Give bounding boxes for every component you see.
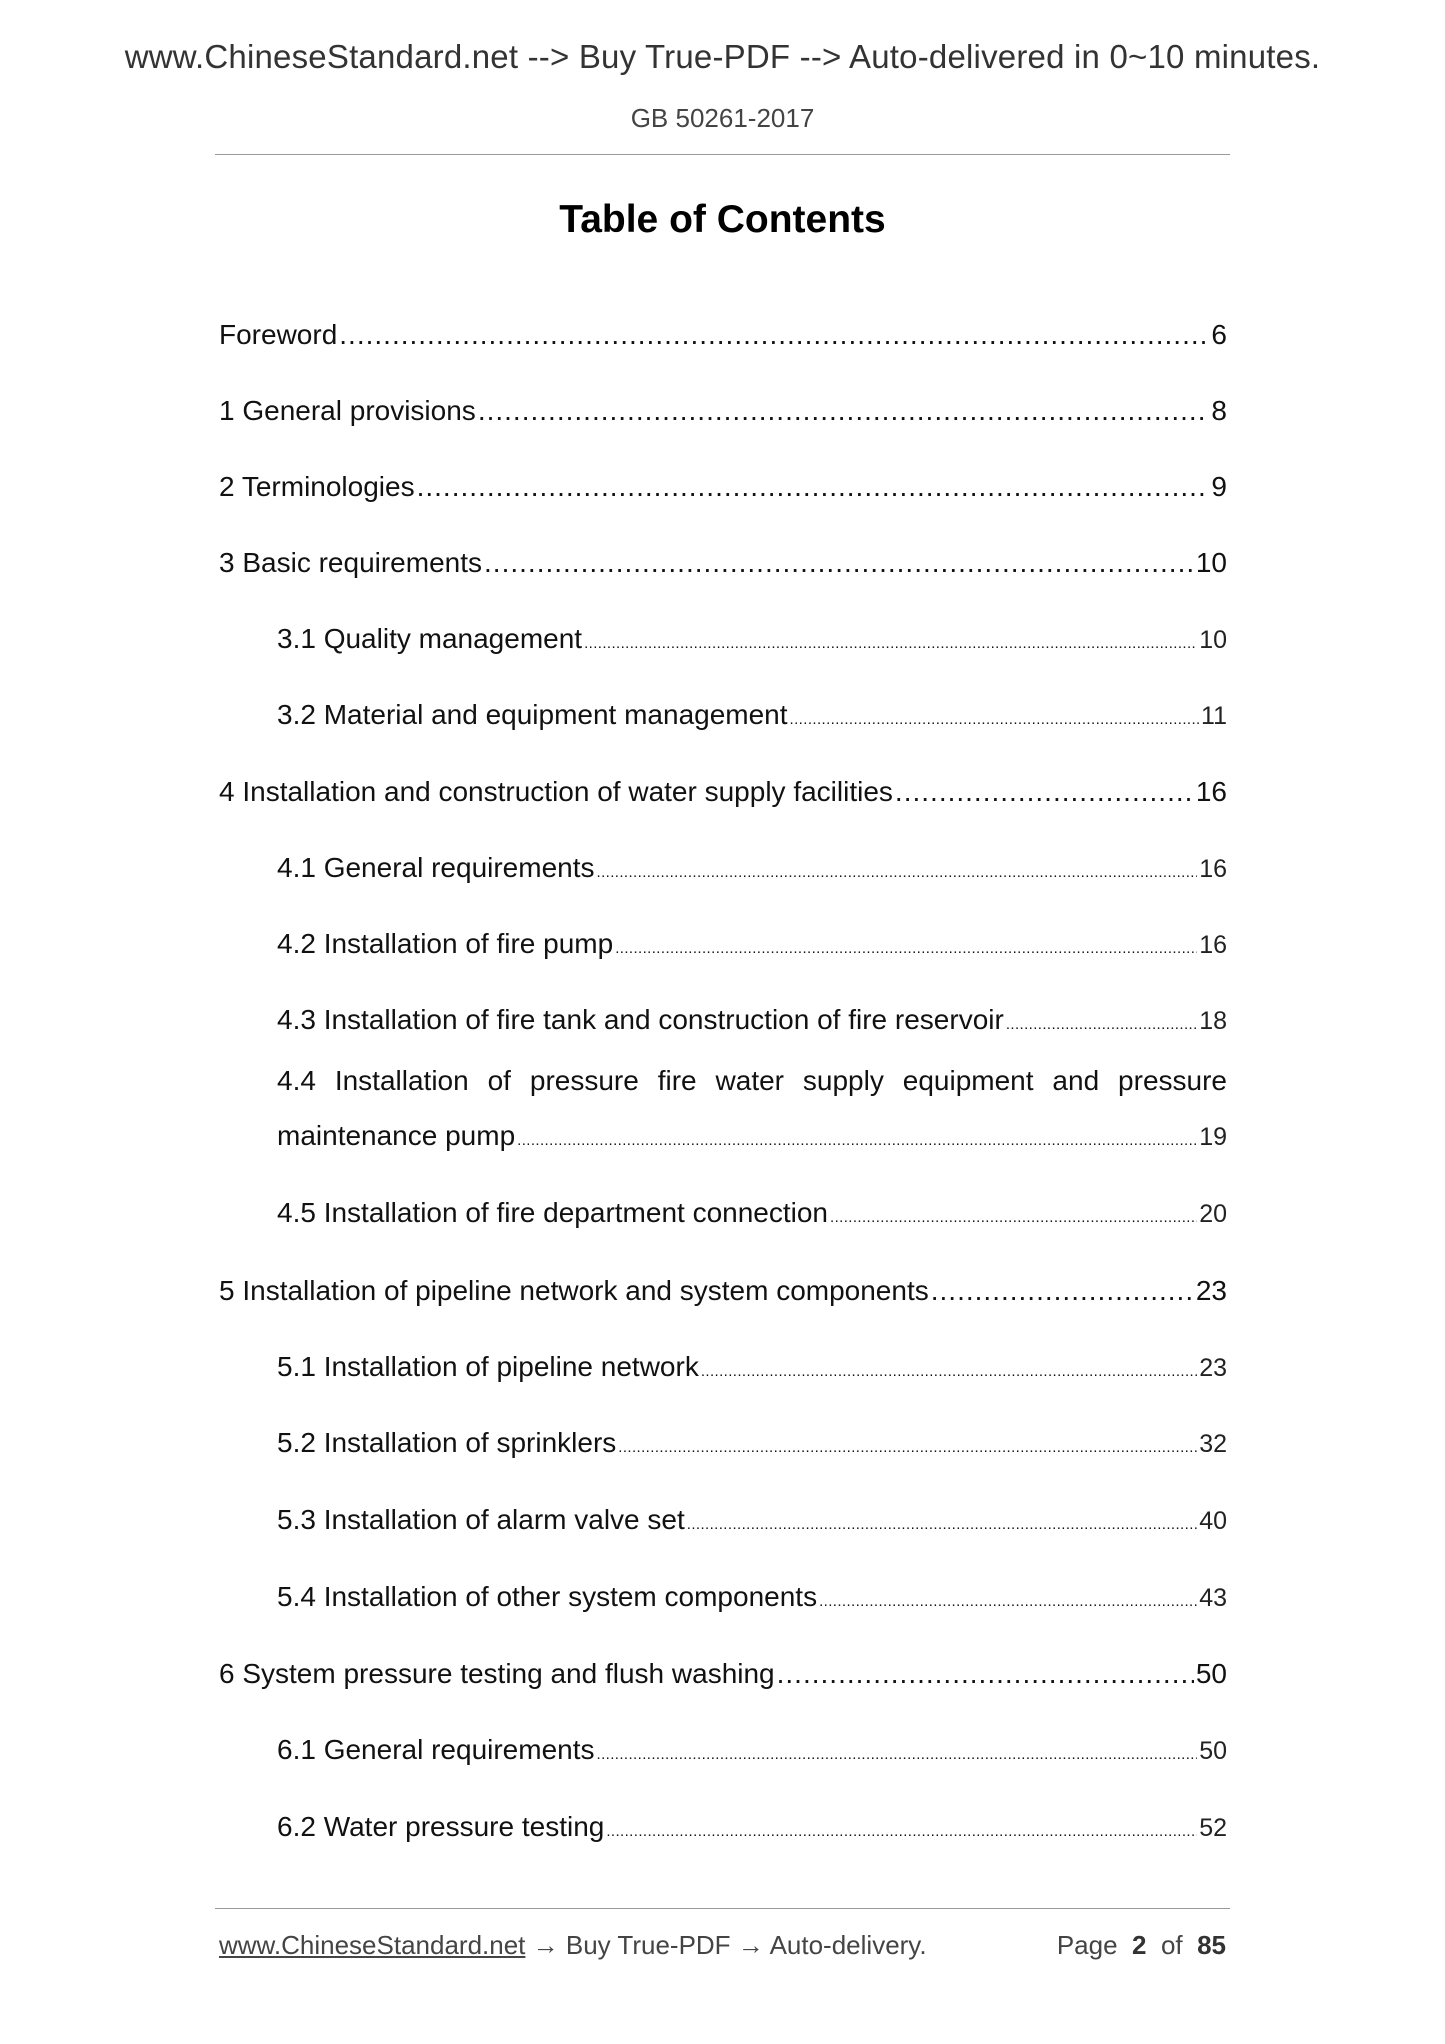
toc-entry-label: 2 Terminologies <box>219 471 415 502</box>
total-pages: 85 <box>1197 1930 1226 1960</box>
toc-entry-5-2[interactable] <box>277 1426 1227 1465</box>
toc-entry-label: 3 Basic requirements <box>219 547 483 578</box>
toc-entry-2[interactable] <box>219 470 1227 504</box>
footer-site-link[interactable]: www.ChineseStandard.net <box>219 1930 526 1960</box>
dot-leader <box>1006 1008 1197 1042</box>
toc-entry-label: 3.1 Quality management <box>277 623 583 654</box>
toc-entry-4[interactable] <box>219 775 1227 809</box>
toc-entry-label-line1: 4.4 Installation of pressure fire water supply equipment and pressure <box>277 1065 1227 1096</box>
toc-entry-page: 19 <box>1199 1123 1227 1151</box>
toc-entry-foreword[interactable] <box>219 318 1227 352</box>
toc-entry-page: 43 <box>1199 1584 1227 1612</box>
toc-entry-4-4[interactable] <box>277 1064 1227 1158</box>
toc-entry-page: 10 <box>1195 547 1227 578</box>
toc-entry-label: 1 General provisions <box>219 395 476 426</box>
toc-entry-5-1[interactable] <box>277 1350 1227 1389</box>
toc-entry-label-line2: maintenance pump <box>277 1120 516 1151</box>
toc-entry-4-5[interactable] <box>277 1196 1227 1235</box>
toc-entry-page: 11 <box>1201 702 1227 730</box>
toc-entry-page: 23 <box>1199 1354 1227 1382</box>
toc-entry-label: 5.3 Installation of alarm valve set <box>277 1504 685 1535</box>
toc-entry-3[interactable] <box>219 546 1227 580</box>
toc-entry-1[interactable] <box>219 394 1227 428</box>
toc-entry-page: 18 <box>1199 1007 1227 1035</box>
toc-entry-label: 4 Installation and construction of water supply facilities <box>219 776 893 807</box>
toc-entry-5[interactable] <box>219 1274 1227 1308</box>
toc-entry-page: 16 <box>1199 855 1227 883</box>
toc-entry-label: 3.2 Material and equipment management <box>277 699 788 730</box>
toc-entry-page: 8 <box>1211 395 1227 426</box>
toc-entry-label: Foreword <box>219 319 338 350</box>
page-indicator <box>1057 1930 1226 1961</box>
dot-leader <box>517 1124 1197 1158</box>
toc-entry-4-3[interactable] <box>277 1003 1227 1042</box>
toc-entry-6[interactable] <box>219 1657 1227 1691</box>
toc-entry-5-3[interactable] <box>277 1503 1227 1542</box>
toc-entry-label: 5.1 Installation of pipeline network <box>277 1351 699 1382</box>
dot-leader <box>597 856 1198 890</box>
toc-entry-page: 9 <box>1211 471 1227 502</box>
toc-entry-label: 6.2 Water pressure testing <box>277 1811 605 1842</box>
footer-divider <box>215 1908 1230 1909</box>
toc-entry-4-2[interactable] <box>277 927 1227 966</box>
toc-entry-page: 52 <box>1199 1814 1227 1842</box>
footer-promo <box>219 1930 927 1961</box>
toc-entry-label: 5.2 Installation of sprinklers <box>277 1427 617 1458</box>
dot-leader <box>777 1657 1194 1691</box>
toc-title: Table of Contents <box>559 198 886 241</box>
toc-entry-label: 4.3 Installation of fire tank and construction of fire reservoir <box>277 1004 1004 1035</box>
toc-entry-label: 4.5 Installation of fire department connection <box>277 1197 829 1228</box>
current-page-number: 2 <box>1132 1930 1147 1960</box>
toc-entry-page: 50 <box>1195 1658 1227 1689</box>
dot-leader <box>618 1431 1197 1465</box>
dot-leader <box>790 703 1200 737</box>
toc-entry-page: 23 <box>1195 1275 1227 1306</box>
dot-leader <box>819 1585 1197 1619</box>
document-code: GB 50261-2017 <box>630 103 815 133</box>
toc-entry-label: 6 System pressure testing and flush washing <box>219 1658 775 1689</box>
toc-entry-page: 40 <box>1199 1507 1227 1535</box>
dot-leader <box>931 1274 1194 1308</box>
dot-leader <box>830 1201 1197 1235</box>
dot-leader <box>584 627 1197 661</box>
dot-leader <box>417 470 1210 504</box>
dot-leader <box>339 318 1209 352</box>
toc-entry-6-2[interactable] <box>277 1810 1227 1849</box>
toc-entry-label: 5.4 Installation of other system components <box>277 1581 818 1612</box>
toc-entry-label: 4.1 General requirements <box>277 852 595 883</box>
page-word: Page <box>1056 1930 1118 1960</box>
toc-entry-4-1[interactable] <box>277 851 1227 890</box>
dot-leader <box>687 1508 1197 1542</box>
toc-entry-page: 6 <box>1211 319 1227 350</box>
dot-leader <box>478 394 1210 428</box>
toc-entry-page: 20 <box>1199 1200 1227 1228</box>
dot-leader <box>597 1738 1198 1772</box>
toc-entry-label: 6.1 General requirements <box>277 1734 595 1765</box>
footer-tagline: → Buy True-PDF → Auto-delivery. <box>525 1930 927 1960</box>
toc-entry-3-2[interactable] <box>277 698 1227 737</box>
toc-entry-5-4[interactable] <box>277 1580 1227 1619</box>
toc-entry-3-1[interactable] <box>277 622 1227 661</box>
toc-entry-page: 32 <box>1199 1430 1227 1458</box>
toc-entry-label: 5 Installation of pipeline network and system components <box>219 1275 929 1306</box>
table-of-contents <box>219 0 1227 2044</box>
dot-leader <box>606 1815 1197 1849</box>
toc-entry-label: 4.2 Installation of fire pump <box>277 928 614 959</box>
toc-entry-6-1[interactable] <box>277 1733 1227 1772</box>
of-word: of <box>1160 1930 1183 1960</box>
toc-entry-page: 16 <box>1199 931 1227 959</box>
toc-entry-page: 16 <box>1195 776 1227 807</box>
dot-leader <box>484 546 1194 580</box>
dot-leader <box>615 932 1197 966</box>
top-banner: www.ChineseStandard.net --> Buy True-PDF --> Auto-delivered in 0~10 minutes. <box>124 38 1321 75</box>
toc-entry-page: 10 <box>1199 626 1227 654</box>
dot-leader <box>701 1355 1197 1389</box>
dot-leader <box>895 775 1194 809</box>
toc-entry-page: 50 <box>1199 1737 1227 1765</box>
